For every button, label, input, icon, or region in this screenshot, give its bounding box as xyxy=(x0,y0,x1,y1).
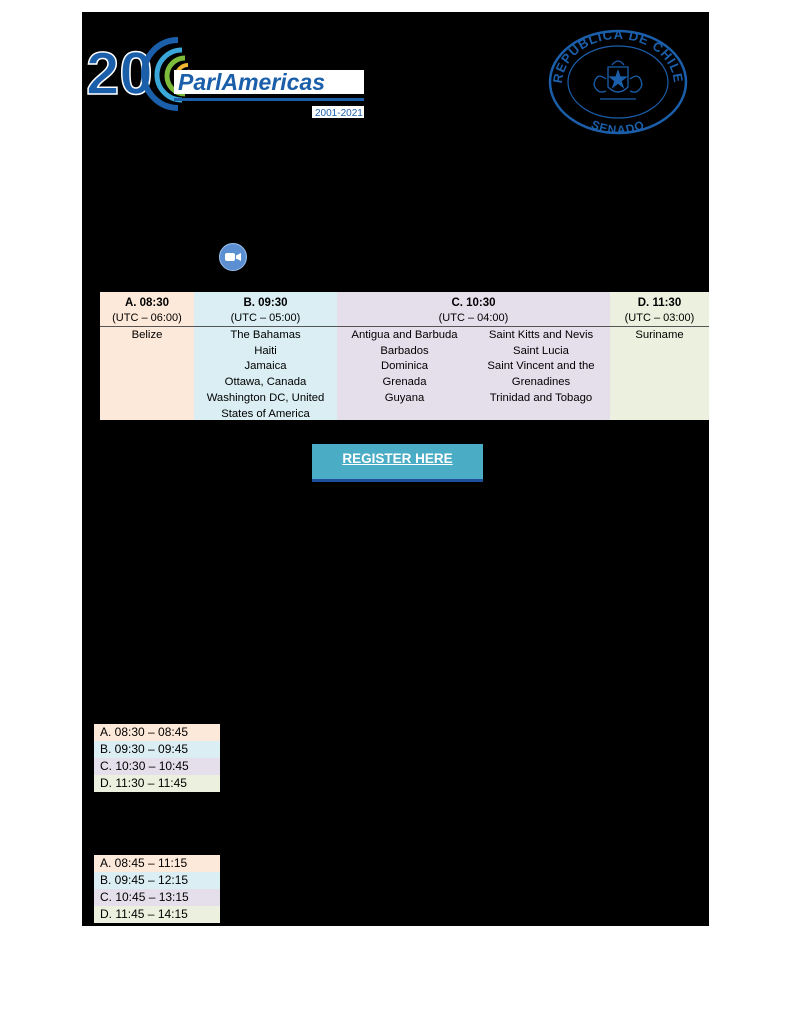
country-name: Saint Vincent and the xyxy=(487,360,595,373)
seal-bottom-text: SENADO xyxy=(589,117,647,135)
logo-years-text: 2001-2021 xyxy=(315,108,363,118)
country-name: Saint Kitts and Nevis xyxy=(488,329,594,341)
time-slot: C. 10:45 – 13:15 xyxy=(94,889,220,906)
document-page xyxy=(82,12,709,926)
schedule-column-b xyxy=(194,292,337,420)
time-slot: B. 09:30 – 09:45 xyxy=(94,741,220,758)
country-name: Grenadines xyxy=(511,376,571,389)
column-time-label: B. 09:30 xyxy=(243,297,288,309)
logo-anniversary-text: 20 xyxy=(86,40,153,107)
schedule-column-c xyxy=(337,292,610,420)
schedule-column-d xyxy=(610,292,709,420)
time-slot: D. 11:30 – 11:45 xyxy=(94,775,220,792)
country-name: Jamaica xyxy=(244,360,287,373)
country-name: Guyana xyxy=(384,391,425,404)
country-name: Antigua and Barbuda xyxy=(351,329,458,341)
time-slot: A. 08:30 – 08:45 xyxy=(94,724,220,741)
time-slot: A. 08:45 – 11:15 xyxy=(94,855,220,872)
senado-seal xyxy=(548,29,688,135)
column-utc-offset: (UTC – 06:00) xyxy=(112,312,182,324)
column-utc-offset: (UTC – 05:00) xyxy=(230,312,301,324)
coat-of-arms-icon xyxy=(594,61,642,99)
column-utc-offset: (UTC – 03:00) xyxy=(624,312,695,324)
schedule-table xyxy=(100,292,709,420)
column-utc-offset: (UTC – 04:00) xyxy=(438,312,509,324)
video-camera-icon xyxy=(219,243,247,271)
country-name: Haiti xyxy=(254,344,277,357)
country-name: Saint Lucia xyxy=(513,344,569,357)
country-name: Washington DC, United xyxy=(206,391,325,404)
session-time-slots xyxy=(94,855,220,923)
country-name: Dominica xyxy=(380,360,429,373)
column-time-label: C. 10:30 xyxy=(451,297,496,309)
column-time-label: A. 08:30 xyxy=(124,297,170,309)
schedule-column-a xyxy=(100,292,194,420)
country-name: States of America xyxy=(221,407,310,420)
time-slot: D. 11:45 – 14:15 xyxy=(94,906,220,923)
country-name: Barbados xyxy=(380,344,429,357)
column-time-label: D. 11:30 xyxy=(637,297,682,309)
country-name: Grenada xyxy=(382,376,427,389)
country-name: Belize xyxy=(131,329,163,341)
register-here-button[interactable]: REGISTER HERE xyxy=(312,444,483,482)
opening-time-slots xyxy=(94,724,220,792)
svg-text:SENADO xyxy=(589,117,647,135)
time-slot: C. 10:30 – 10:45 xyxy=(94,758,220,775)
seal-top-text: REPUBLICA DE CHILE xyxy=(549,29,687,85)
country-name: Ottawa, Canada xyxy=(224,376,307,389)
country-name: Suriname xyxy=(635,329,684,341)
parlamericas-logo xyxy=(86,28,368,118)
country-name: The Bahamas xyxy=(230,329,301,341)
time-slot: B. 09:45 – 12:15 xyxy=(94,872,220,889)
logo-brand-text: ParlAmericas xyxy=(178,69,326,95)
country-name: Trinidad and Tobago xyxy=(489,391,593,404)
